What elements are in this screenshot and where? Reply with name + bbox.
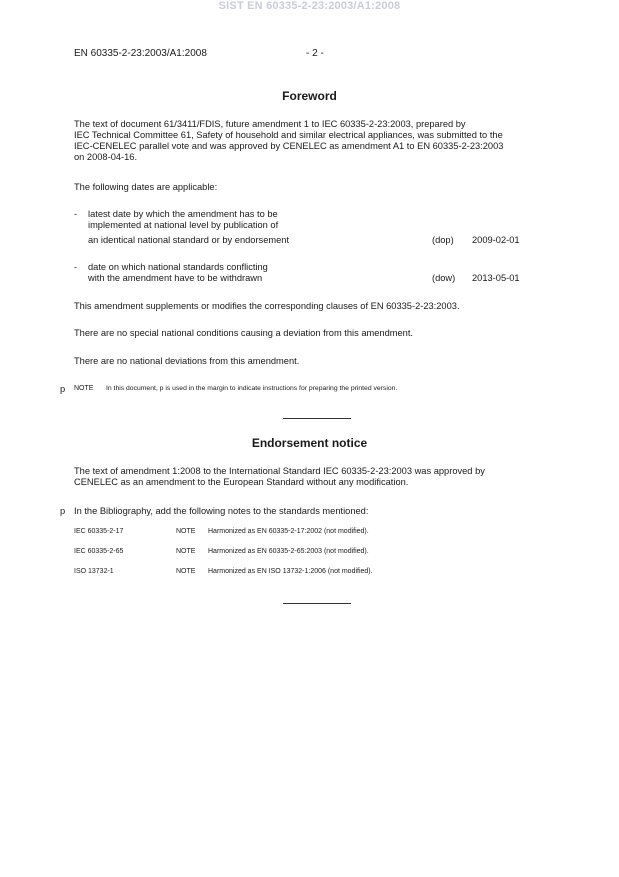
bibliography-note-text: Harmonized as EN 60335-2-65:2003 (not modified). [208, 548, 369, 555]
endorsement-line: CENELEC as an amendment to the European Standard without any modification. [74, 477, 409, 487]
bibliography-standard: ISO 13732-1 [74, 568, 114, 575]
list-dash: - [74, 262, 78, 272]
foreword-intro-line: on 2008-04-16. [74, 152, 138, 162]
national-deviations-text: There are no national deviations from this amendment. [74, 356, 300, 366]
date-item-line: implemented at national level by publication of [88, 220, 279, 230]
section-divider [283, 418, 351, 419]
date-item-line: date on which national standards conflicting [88, 262, 268, 272]
date-code: (dow) [432, 273, 456, 283]
dates-intro: The following dates are applicable: [74, 182, 218, 192]
page-number: - 2 - [306, 48, 324, 59]
date-item-line: an identical national standard or by endorsement [88, 235, 290, 245]
foreword-intro-line: IEC-CENELEC parallel vote and was approved by CENELEC as amendment A1 to EN 60335-2-23:2003 [74, 141, 504, 151]
section-divider [283, 603, 351, 604]
bibliography-note-label: NOTE [176, 548, 196, 555]
margin-marker: p [60, 384, 66, 394]
date-code: (dop) [432, 235, 454, 245]
watermark: SIST EN 60335-2-23:2003/A1:2008 [218, 0, 401, 12]
note-label: NOTE [74, 385, 94, 392]
foreword-intro-line: The text of document 61/3411/FDIS, future amendment 1 to IEC 60335-2-23:2003, prepared by [74, 119, 466, 129]
bibliography-note-label: NOTE [176, 568, 196, 575]
date-item-line: with the amendment have to be withdrawn [88, 273, 263, 283]
supplement-text: This amendment supplements or modifies the corresponding clauses of EN 60335-2-23:2003. [74, 301, 460, 311]
bibliography-note-text: Harmonized as EN ISO 13732-1:2006 (not modified). [208, 568, 373, 575]
endorsement-line: The text of amendment 1:2008 to the International Standard IEC 60335-2-23:2003 was approved by [74, 466, 485, 476]
foreword-title: Foreword [282, 89, 337, 103]
list-dash: - [74, 209, 78, 219]
date-item-line: latest date by which the amendment has to be [88, 209, 278, 219]
bibliography-standard: IEC 60335-2-65 [74, 548, 124, 555]
margin-marker: p [60, 506, 66, 516]
endorsement-title: Endorsement notice [251, 436, 368, 450]
bibliography-note-text: Harmonized as EN 60335-2-17:2002 (not modified). [208, 528, 369, 535]
bibliography-note-label: NOTE [176, 528, 196, 535]
bibliography-intro: In the Bibliography, add the following notes to the standards mentioned: [74, 506, 369, 516]
date-value: 2013-05-01 [472, 273, 520, 283]
special-conditions-text: There are no special national conditions causing a deviation from this amendment. [74, 328, 414, 338]
note-text: In this document, p is used in the margin to indicate instructions for preparing the printed version. [106, 385, 398, 392]
foreword-intro-line: IEC Technical Committee 61, Safety of household and similar electrical appliances, was submitted to the [74, 130, 503, 140]
document-id: EN 60335-2-23:2003/A1:2008 [74, 48, 207, 59]
bibliography-standard: IEC 60335-2-17 [74, 528, 124, 535]
date-value: 2009-02-01 [472, 235, 520, 245]
